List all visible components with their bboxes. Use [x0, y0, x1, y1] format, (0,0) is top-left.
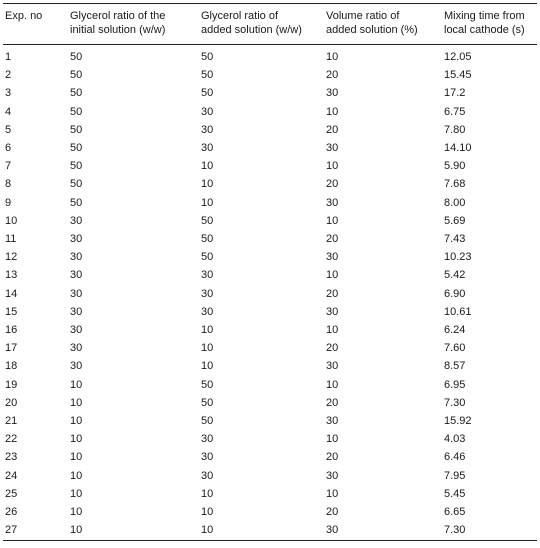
cell-mixing-time: 7.80 — [444, 123, 466, 136]
cell-initial-glycerol: 30 — [70, 251, 83, 264]
cell-volume-ratio: 10 — [326, 51, 339, 63]
cell-initial-glycerol: 30 — [70, 214, 83, 227]
cell-added-glycerol: 10 — [201, 196, 214, 209]
cell-mixing-time: 8.57 — [444, 360, 466, 373]
cell-mixing-time: 5.42 — [444, 269, 466, 282]
cell-added-glycerol: 50 — [201, 214, 214, 227]
cell-added-glycerol: 30 — [201, 433, 214, 446]
cell-exp-no: 8 — [5, 178, 12, 191]
cell-initial-glycerol: 30 — [70, 342, 83, 355]
table-row — [3, 266, 537, 284]
cell-added-glycerol: 30 — [201, 269, 214, 282]
table-row — [3, 394, 537, 412]
cell-exp-no: 13 — [5, 269, 18, 282]
cell-volume-ratio: 20 — [326, 287, 339, 300]
cell-initial-glycerol: 10 — [70, 451, 83, 464]
cell-initial-glycerol: 30 — [70, 305, 83, 318]
cell-exp-no: 17 — [5, 342, 18, 355]
cell-mixing-time: 10.61 — [444, 305, 472, 318]
cell-volume-ratio: 10 — [326, 324, 339, 336]
cell-volume-ratio: 20 — [326, 178, 339, 191]
cell-mixing-time: 7.30 — [444, 524, 466, 537]
cell-added-glycerol: 10 — [201, 178, 214, 191]
table-row — [3, 48, 537, 66]
cell-exp-no: 21 — [5, 415, 18, 427]
table-row — [3, 485, 537, 503]
cell-mixing-time: 12.05 — [444, 51, 472, 63]
cell-initial-glycerol: 10 — [70, 396, 83, 409]
cell-volume-ratio: 20 — [326, 342, 339, 355]
header-volume-ratio: Volume ratio of added solution (%) — [326, 10, 418, 36]
cell-mixing-time: 6.46 — [444, 451, 466, 464]
cell-initial-glycerol: 50 — [70, 196, 83, 209]
cell-exp-no: 24 — [5, 469, 18, 482]
table-row — [3, 467, 537, 485]
cell-mixing-time: 17.2 — [444, 87, 466, 100]
cell-volume-ratio: 20 — [326, 506, 339, 518]
cell-initial-glycerol: 10 — [70, 506, 83, 518]
cell-added-glycerol: 50 — [201, 233, 214, 245]
cell-initial-glycerol: 50 — [70, 69, 83, 82]
cell-added-glycerol: 10 — [201, 524, 214, 537]
cell-mixing-time: 6.24 — [444, 324, 466, 336]
cell-exp-no: 20 — [5, 396, 18, 409]
cell-added-glycerol: 30 — [201, 105, 214, 118]
cell-added-glycerol: 50 — [201, 415, 214, 427]
cell-volume-ratio: 30 — [326, 305, 339, 318]
cell-exp-no: 2 — [5, 69, 12, 82]
table-row — [3, 248, 537, 266]
cell-initial-glycerol: 30 — [70, 269, 83, 282]
cell-volume-ratio: 10 — [326, 105, 339, 118]
cell-volume-ratio: 10 — [326, 378, 339, 391]
cell-exp-no: 15 — [5, 305, 18, 318]
table-row — [3, 303, 537, 321]
cell-volume-ratio: 20 — [326, 233, 339, 245]
table-row — [3, 521, 537, 539]
cell-exp-no: 22 — [5, 433, 18, 446]
cell-initial-glycerol: 10 — [70, 378, 83, 391]
table-row — [3, 212, 537, 230]
cell-added-glycerol: 10 — [201, 506, 214, 518]
cell-exp-no: 27 — [5, 524, 18, 537]
cell-mixing-time: 6.95 — [444, 378, 466, 391]
cell-exp-no: 25 — [5, 487, 18, 500]
header-mixing-time: Mixing time from local cathode (s) — [444, 10, 525, 36]
cell-exp-no: 23 — [5, 451, 18, 464]
cell-initial-glycerol: 30 — [70, 324, 83, 336]
table-row — [3, 175, 537, 193]
cell-added-glycerol: 10 — [201, 487, 214, 500]
cell-initial-glycerol: 10 — [70, 524, 83, 537]
cell-volume-ratio: 10 — [326, 214, 339, 227]
cell-initial-glycerol: 10 — [70, 469, 83, 482]
cell-exp-no: 4 — [5, 105, 12, 118]
table-row — [3, 84, 537, 102]
table-row — [3, 230, 537, 248]
cell-mixing-time: 7.95 — [444, 469, 466, 482]
cell-volume-ratio: 30 — [326, 251, 339, 264]
cell-volume-ratio: 30 — [326, 360, 339, 373]
cell-exp-no: 5 — [5, 123, 12, 136]
cell-initial-glycerol: 10 — [70, 487, 83, 500]
cell-mixing-time: 10.23 — [444, 251, 472, 264]
cell-volume-ratio: 30 — [326, 415, 339, 427]
cell-added-glycerol: 30 — [201, 469, 214, 482]
cell-added-glycerol: 30 — [201, 451, 214, 464]
header-initial-glycerol: Glycerol ratio of the initial solution (w/w) — [70, 10, 166, 36]
cell-exp-no: 18 — [5, 360, 18, 373]
table-row — [3, 285, 537, 303]
table-row — [3, 321, 537, 339]
table-row — [3, 157, 537, 175]
table-row — [3, 194, 537, 212]
cell-mixing-time: 15.92 — [444, 415, 472, 427]
cell-initial-glycerol: 10 — [70, 433, 83, 446]
cell-mixing-time: 7.43 — [444, 233, 466, 245]
cell-mixing-time: 7.60 — [444, 342, 466, 355]
cell-exp-no: 10 — [5, 214, 18, 227]
cell-mixing-time: 8.00 — [444, 196, 466, 209]
cell-initial-glycerol: 50 — [70, 51, 83, 63]
cell-exp-no: 11 — [5, 233, 17, 245]
cell-mixing-time: 6.75 — [444, 105, 466, 118]
cell-added-glycerol: 10 — [201, 342, 214, 355]
cell-volume-ratio: 10 — [326, 269, 339, 282]
cell-added-glycerol: 50 — [201, 251, 214, 264]
cell-initial-glycerol: 30 — [70, 233, 83, 245]
cell-volume-ratio: 30 — [326, 524, 339, 537]
cell-volume-ratio: 20 — [326, 69, 339, 82]
cell-exp-no: 6 — [5, 142, 12, 154]
cell-mixing-time: 6.65 — [444, 506, 466, 518]
cell-volume-ratio: 20 — [326, 451, 339, 464]
cell-volume-ratio: 10 — [326, 487, 339, 500]
cell-initial-glycerol: 50 — [70, 142, 83, 154]
cell-mixing-time: 7.30 — [444, 396, 466, 409]
cell-initial-glycerol: 50 — [70, 178, 83, 191]
cell-mixing-time: 15.45 — [444, 69, 472, 82]
cell-exp-no: 1 — [5, 51, 12, 63]
table-row — [3, 103, 537, 121]
cell-volume-ratio: 30 — [326, 142, 339, 154]
cell-mixing-time: 5.90 — [444, 160, 466, 173]
cell-added-glycerol: 10 — [201, 160, 214, 173]
cell-volume-ratio: 10 — [326, 160, 339, 173]
cell-volume-ratio: 10 — [326, 433, 339, 446]
table-row — [3, 430, 537, 448]
table-row — [3, 376, 537, 394]
table-row — [3, 66, 537, 84]
cell-volume-ratio: 30 — [326, 469, 339, 482]
cell-exp-no: 9 — [5, 196, 12, 209]
table-bottom-rule — [3, 540, 537, 541]
cell-initial-glycerol: 10 — [70, 415, 83, 427]
cell-exp-no: 12 — [5, 251, 18, 264]
cell-added-glycerol: 30 — [201, 142, 214, 154]
cell-mixing-time: 5.69 — [444, 214, 466, 227]
cell-mixing-time: 14.10 — [444, 142, 472, 154]
cell-added-glycerol: 50 — [201, 378, 214, 391]
cell-added-glycerol: 10 — [201, 324, 214, 336]
cell-added-glycerol: 30 — [201, 305, 214, 318]
cell-mixing-time: 4.03 — [444, 433, 466, 446]
cell-initial-glycerol: 50 — [70, 123, 83, 136]
cell-initial-glycerol: 50 — [70, 87, 83, 100]
table-row — [3, 357, 537, 375]
cell-volume-ratio: 30 — [326, 87, 339, 100]
cell-added-glycerol: 50 — [201, 396, 214, 409]
cell-initial-glycerol: 30 — [70, 360, 83, 373]
cell-added-glycerol: 30 — [201, 123, 214, 136]
cell-initial-glycerol: 30 — [70, 287, 83, 300]
cell-exp-no: 7 — [5, 160, 12, 173]
cell-volume-ratio: 20 — [326, 396, 339, 409]
cell-volume-ratio: 30 — [326, 196, 339, 209]
cell-added-glycerol: 50 — [201, 69, 214, 82]
cell-added-glycerol: 50 — [201, 87, 214, 100]
cell-exp-no: 19 — [5, 378, 18, 391]
cell-mixing-time: 6.90 — [444, 287, 466, 300]
cell-exp-no: 16 — [5, 324, 18, 336]
cell-added-glycerol: 30 — [201, 287, 214, 300]
header-added-glycerol: Glycerol ratio of added solution (w/w) — [201, 10, 302, 36]
cell-mixing-time: 5.45 — [444, 487, 466, 500]
table-row — [3, 121, 537, 139]
cell-initial-glycerol: 50 — [70, 105, 83, 118]
table-row — [3, 503, 537, 521]
table-row — [3, 339, 537, 357]
cell-volume-ratio: 20 — [326, 123, 339, 136]
cell-exp-no: 14 — [5, 287, 18, 300]
cell-mixing-time: 7.68 — [444, 178, 466, 191]
table-row — [3, 139, 537, 157]
table-row — [3, 448, 537, 466]
table-top-rule — [3, 3, 537, 4]
cell-initial-glycerol: 50 — [70, 160, 83, 173]
cell-exp-no: 26 — [5, 506, 18, 518]
header-exp-no: Exp. no — [5, 10, 43, 22]
table-row — [3, 412, 537, 430]
cell-added-glycerol: 50 — [201, 51, 214, 63]
cell-exp-no: 3 — [5, 87, 12, 100]
header-rule — [3, 44, 537, 45]
cell-added-glycerol: 10 — [201, 360, 214, 373]
